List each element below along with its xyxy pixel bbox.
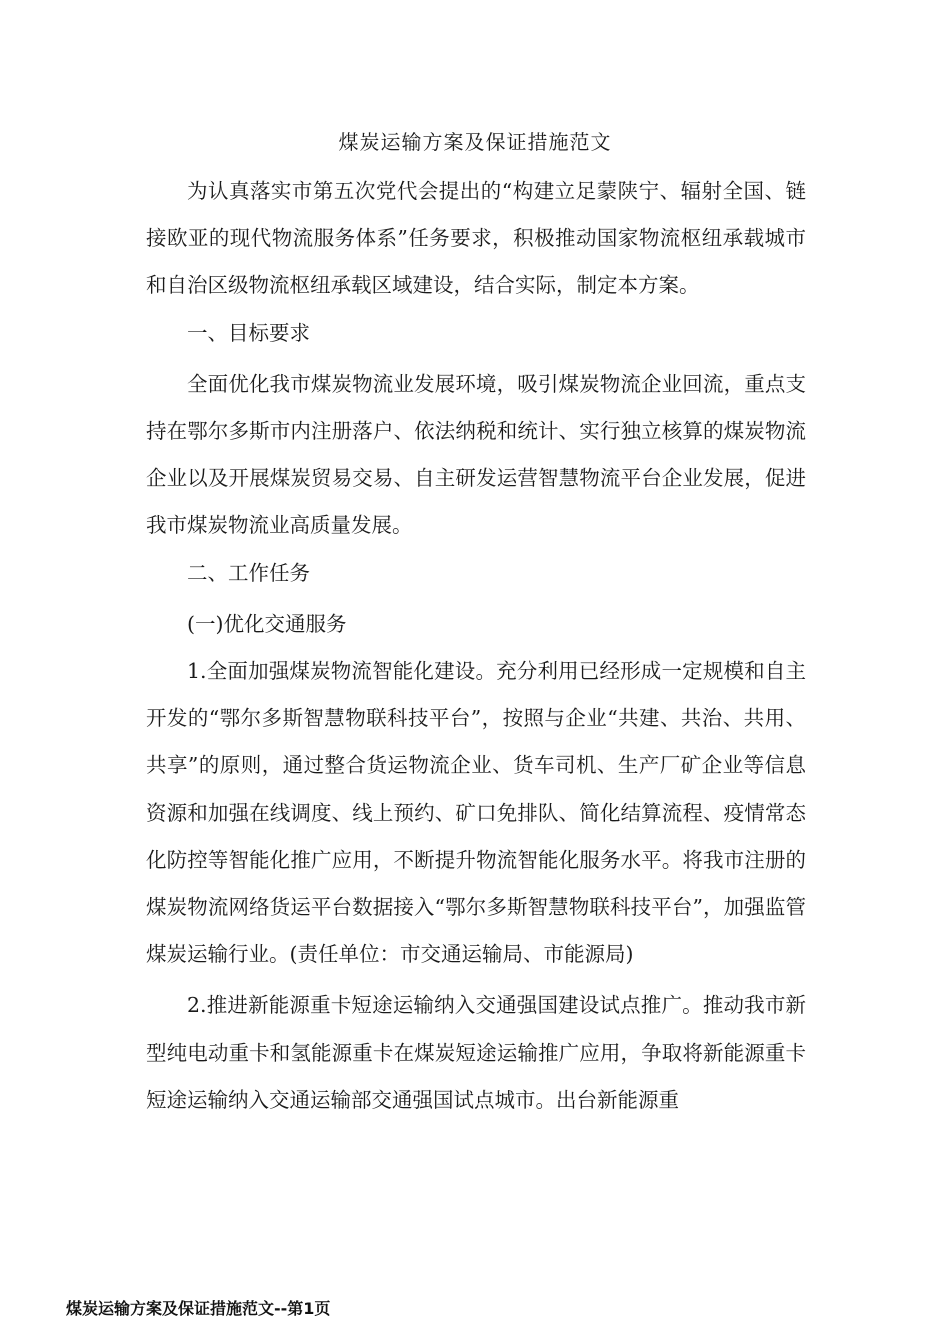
heading-goals: 一、目标要求 — [187, 320, 310, 345]
paragraph-intro: 为认真落实市第五次党代会提出的“构建立足蒙陕宁、辐射全国、链接欧亚的现代物流服务体系”任务要求，积极推动国家物流枢纽承载城市和自治区级物流枢纽承载区域建设，结合实际，制定本方案。 — [146, 179, 806, 298]
subheading-transport: (一)优化交通服务 — [187, 611, 347, 636]
heading-tasks: 二、工作任务 — [187, 560, 310, 585]
paragraph-task-1: 1.全面加强煤炭物流智能化建设。充分利用已经形成一定规模和自主开发的“鄂尔多斯智慧物联科技平台”，按照与企业“共建、共治、共用、共享”的原则，通过整合货运物流企业、货车司机、生产厂矿企业等信息资源和加强在线调度、线上预约、矿口免排队、简化结算流程、疫情常态化防控等智能化推广应用，不断提升物流智能化服务水平。将我市注册的煤炭物流网络货运平台数据接入“鄂尔多斯智慧物联科技平台”，加强监管煤炭运输行业。(责任单位：市交通运输局、市能源局) — [146, 659, 806, 967]
document-body — [146, 168, 806, 1124]
paragraph-task-2: 2.推进新能源重卡短途运输纳入交通强国建设试点推广。推动我市新型纯电动重卡和氢能源重卡在煤炭短途运输推广应用，争取将新能源重卡短途运输纳入交通运输部交通强国试点城市。出台新能源重 — [146, 993, 806, 1112]
document-title: 煤炭运输方案及保证措施范文 — [338, 130, 612, 154]
paragraph-goals: 全面优化我市煤炭物流业发展环境，吸引煤炭物流企业回流，重点支持在鄂尔多斯市内注册落户、依法纳税和统计、实行独立核算的煤炭物流企业以及开展煤炭贸易交易、自主研发运营智慧物流平台企业发展，促进我市煤炭物流业高质量发展。 — [146, 371, 806, 538]
page-footer: 煤炭运输方案及保证措施范文--第1页 — [66, 1299, 331, 1318]
